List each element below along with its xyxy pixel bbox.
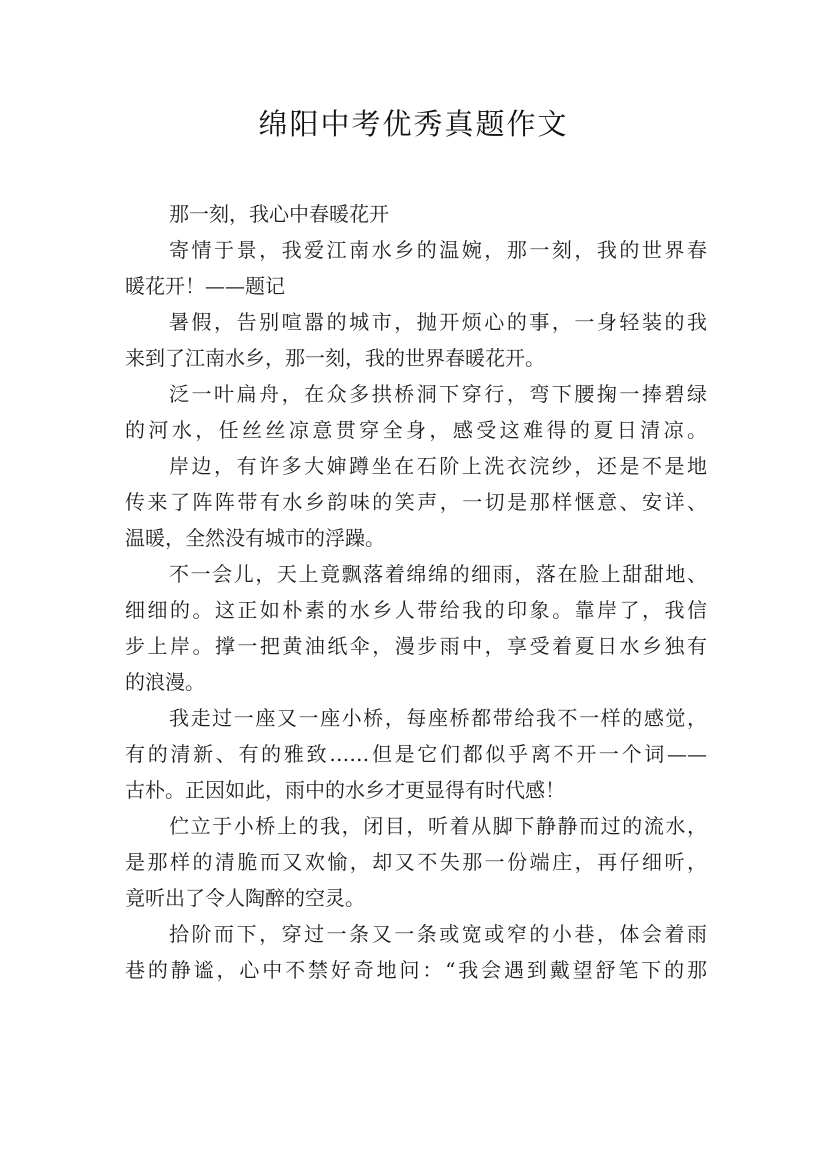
text-line: 暑假，告别喧嚣的城市，抛开烦心的事，一身轻装的我 <box>169 310 707 334</box>
text-line: 泛一叶扁舟，在众多拱桥洞下穿行，弯下腰掬一捧碧绿 <box>169 382 707 406</box>
text-line: 拾阶而下，穿过一条又一条或宽或窄的小巷，体会着雨 <box>169 922 707 946</box>
text-line: 不一会儿，天上竟飘落着绵绵的细雨，落在脸上甜甜地、 <box>169 562 707 586</box>
text-line: 寄情于景，我爱江南水乡的温婉，那一刻，我的世界春 <box>169 238 707 262</box>
text-line: 古朴。正因如此，雨中的水乡才更显得有时代感！ <box>125 778 565 802</box>
text-line: 我走过一座又一座小桥，每座桥都带给我不一样的感觉， <box>169 706 707 730</box>
text-line: 是那样的清脆而又欢愉，却又不失那一份端庄，再仔细听， <box>125 850 707 874</box>
text-line: 有的清新、有的雅致……但是它们都似乎离不开一个词—— <box>125 742 707 766</box>
text-line: 温暖，全然没有城市的浮躁。 <box>125 526 385 550</box>
text-line: 岸边，有许多大婶蹲坐在石阶上洗衣浣纱，还是不是地 <box>169 454 707 478</box>
document-title: 绵阳中考优秀真题作文 <box>258 107 569 141</box>
text-line: 暖花开！——题记 <box>125 274 285 298</box>
text-line: 巷的静谧，心中不禁好奇地问：“我会遇到戴望舒笔下的那 <box>125 958 707 982</box>
text-line: 传来了阵阵带有水乡韵味的笑声，一切是那样惬意、安详、 <box>125 490 707 514</box>
text-line: 来到了江南水乡，那一刻，我的世界春暖花开。 <box>125 346 545 370</box>
text-line: 步上岸。撑一把黄油纸伞，漫步雨中，享受着夏日水乡独有 <box>125 634 707 658</box>
text-line: 竟听出了令人陶醉的空灵。 <box>125 886 365 910</box>
text-line: 的浪漫。 <box>125 670 205 694</box>
text-line: 的河水，任丝丝凉意贯穿全身，感受这难得的夏日清凉。 <box>125 418 707 442</box>
essay-subtitle: 那一刻，我心中春暖花开 <box>169 202 389 226</box>
text-line: 细细的。这正如朴素的水乡人带给我的印象。靠岸了，我信 <box>125 598 707 622</box>
document-body <box>125 196 707 988</box>
text-line: 伫立于小桥上的我，闭目，听着从脚下静静而过的流水， <box>169 814 707 838</box>
